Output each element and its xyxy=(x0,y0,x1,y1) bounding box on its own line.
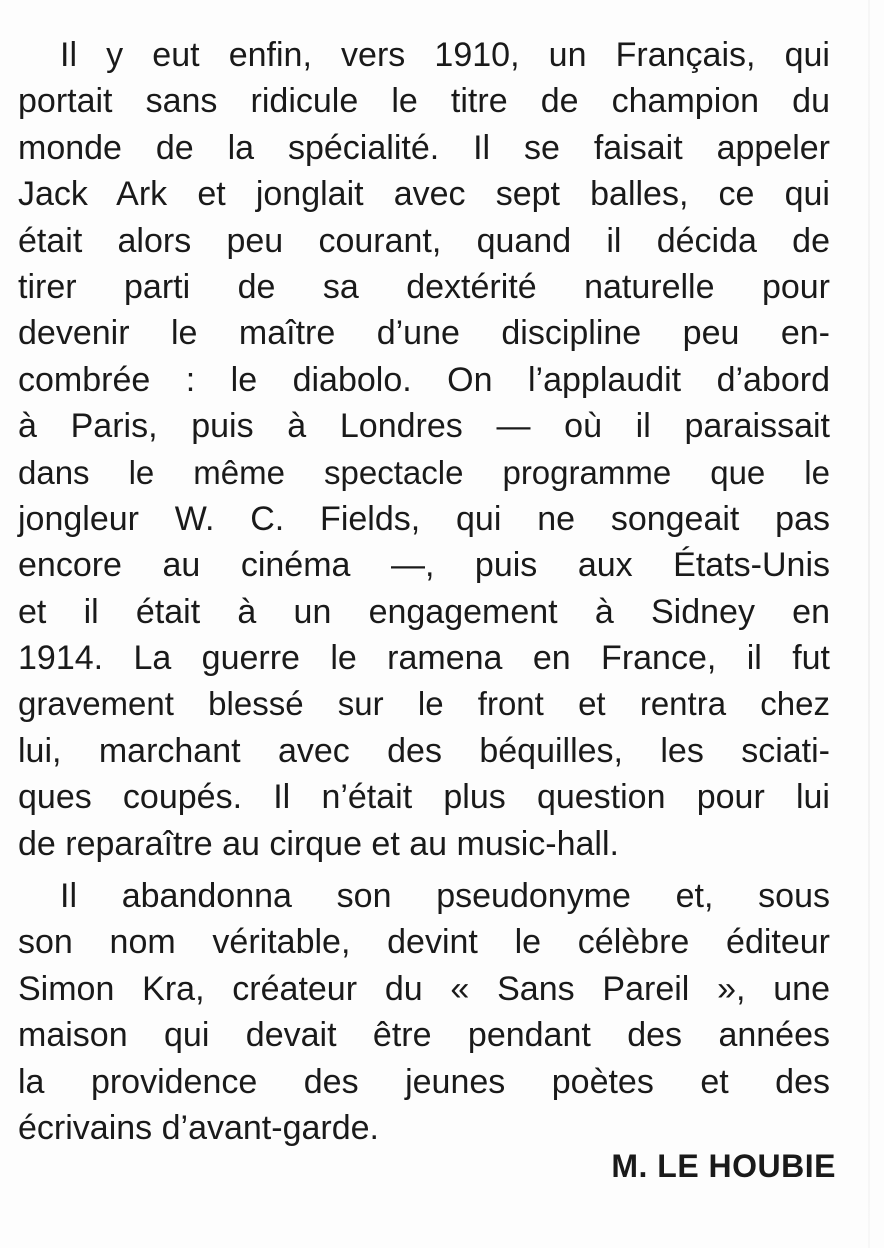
text-line: dans le même spectacle programme que le xyxy=(18,453,830,491)
text-line: devenir le maître d’une discipline peu en- xyxy=(18,314,830,353)
text-line: de reparaître au cirque et au music-hall. xyxy=(18,824,619,863)
text-line: la providence des jeunes poètes et des xyxy=(18,1062,830,1101)
text-line: 1914. La guerre le ramena en France, il fut xyxy=(18,639,830,678)
text-line: maison qui devait être pendant des années xyxy=(18,1016,830,1055)
text-line: monde de la spécialité. Il se faisait appeler xyxy=(18,128,830,167)
text-line: tirer parti de sa dextérité naturelle pour xyxy=(18,267,830,306)
text-line: à Paris, puis à Londres — où il paraissait xyxy=(18,407,830,446)
text-line: encore au cinéma —, puis aux États-Unis xyxy=(18,546,830,585)
text-line: Jack Ark et jonglait avec sept balles, ce qui xyxy=(18,175,830,214)
text-line: jongleur W. C. Fields, qui ne songeait pas xyxy=(18,499,830,538)
text-line: gravement blessé sur le front et rentra chez xyxy=(18,685,830,723)
text-line: ques coupés. Il n’était plus question pour lui xyxy=(18,778,830,817)
text-line: portait sans ridicule le titre de champion du xyxy=(18,82,830,121)
text-line: Il y eut enfin, vers 1910, un Français, qui xyxy=(60,36,830,74)
author-signature: M. LE HOUBIE xyxy=(611,1148,836,1184)
text-line: lui, marchant avec des béquilles, les sciati- xyxy=(18,731,830,770)
text-line: combrée : le diabolo. On l’applaudit d’abord xyxy=(18,360,830,399)
text-line: son nom véritable, devint le célèbre éditeur xyxy=(18,923,830,962)
paragraph-1 xyxy=(18,32,830,867)
scan-edge-shadow xyxy=(868,0,870,1248)
paragraph-2 xyxy=(18,873,830,1151)
article-text xyxy=(18,32,830,1151)
text-line: était alors peu courant, quand il décida de xyxy=(18,221,830,260)
text-line: Il abandonna son pseudonyme et, sous xyxy=(60,877,830,916)
text-line: écrivains d’avant-garde. xyxy=(18,1108,379,1147)
text-line: Simon Kra, créateur du « Sans Pareil », une xyxy=(18,969,830,1008)
text-line: et il était à un engagement à Sidney en xyxy=(18,592,830,631)
